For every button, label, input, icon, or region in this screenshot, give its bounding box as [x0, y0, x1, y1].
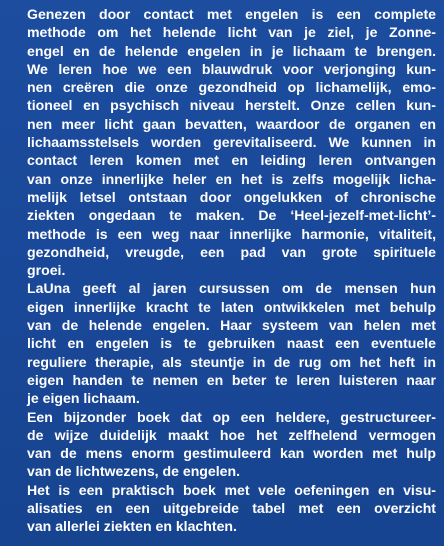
text-line: van de lichtwezens, de engelen.: [27, 463, 241, 480]
text-line: de wijze duidelijk maakt hoe het zelfhelend vermogen: [27, 426, 436, 443]
text-line: Het is een praktisch boek met vele oefeningen en visu-: [27, 481, 436, 498]
text-line: gezondheid, vreugde, een pad van grote spirituele: [27, 243, 436, 260]
text-line: reguliere therapie, als steuntje in de rug om het heft in: [27, 353, 436, 370]
text-line: licht en engelen is te gebruiken naast een eventuele: [27, 335, 436, 352]
text-line: melijk letsel ontstaan door ongelukken of chronische: [27, 188, 436, 205]
text-line: groei.: [27, 262, 66, 279]
text-line: methode is een weg naar innerlijke harmonie, vitaliteit,: [27, 225, 436, 242]
text-line: methode om het helende licht van je ziel, je Zonne-: [27, 24, 436, 41]
paragraph-1: [27, 5, 436, 279]
text-line: tioneel en psychisch niveau herstelt. Onze cellen kun-: [27, 97, 436, 114]
text-line: lichaamsstelsels worden gerevitaliseerd. We kunnen in: [27, 134, 436, 151]
text-line: van allerlei ziekten en klachten.: [27, 518, 237, 535]
text-line: van de helende engelen. Haar systeem van helen met: [27, 317, 436, 334]
paragraph-4: [27, 481, 436, 536]
text-line: contact leren komen met en leiding leren ontvangen: [27, 152, 436, 169]
text-line: ziekten ongedaan te maken. De ‘Heel-jezelf-met-licht’-: [27, 207, 436, 224]
text-line: nen creëren die onze gezondheid op lichamelijk, emo-: [27, 79, 436, 96]
text-line: nen meer licht gaan bevatten, waardoor de organen en: [27, 115, 436, 132]
text-line: engel en de helende engelen in je lichaam te brengen.: [27, 42, 436, 59]
text-line: je eigen lichaam.: [27, 390, 140, 407]
paragraph-3: [27, 408, 436, 481]
text-line: alisaties en een uitgebreide tabel met een overzicht: [27, 500, 436, 517]
paragraph-2: [27, 279, 436, 407]
text-line: eigen handen te nemen en beter te leren luisteren naar: [27, 371, 436, 388]
text-line: van onze innerlijke heler en het is zelfs mogelijk licha-: [27, 170, 436, 187]
text-line: van de mens enorm gestimuleerd kan worden met hulp: [27, 445, 436, 462]
text-line: We leren hoe we een blauwdruk voor verjonging kun-: [27, 60, 436, 77]
text-line: eigen innerlijke kracht te laten ontwikkelen met behulp: [27, 298, 436, 315]
text-line: Een bijzonder boek dat op een heldere, gestructureer-: [27, 408, 436, 425]
text-line: Genezen door contact met engelen is een complete: [27, 6, 436, 22]
text-line: LaUna geeft al jaren cursussen om de mensen hun: [27, 280, 436, 297]
